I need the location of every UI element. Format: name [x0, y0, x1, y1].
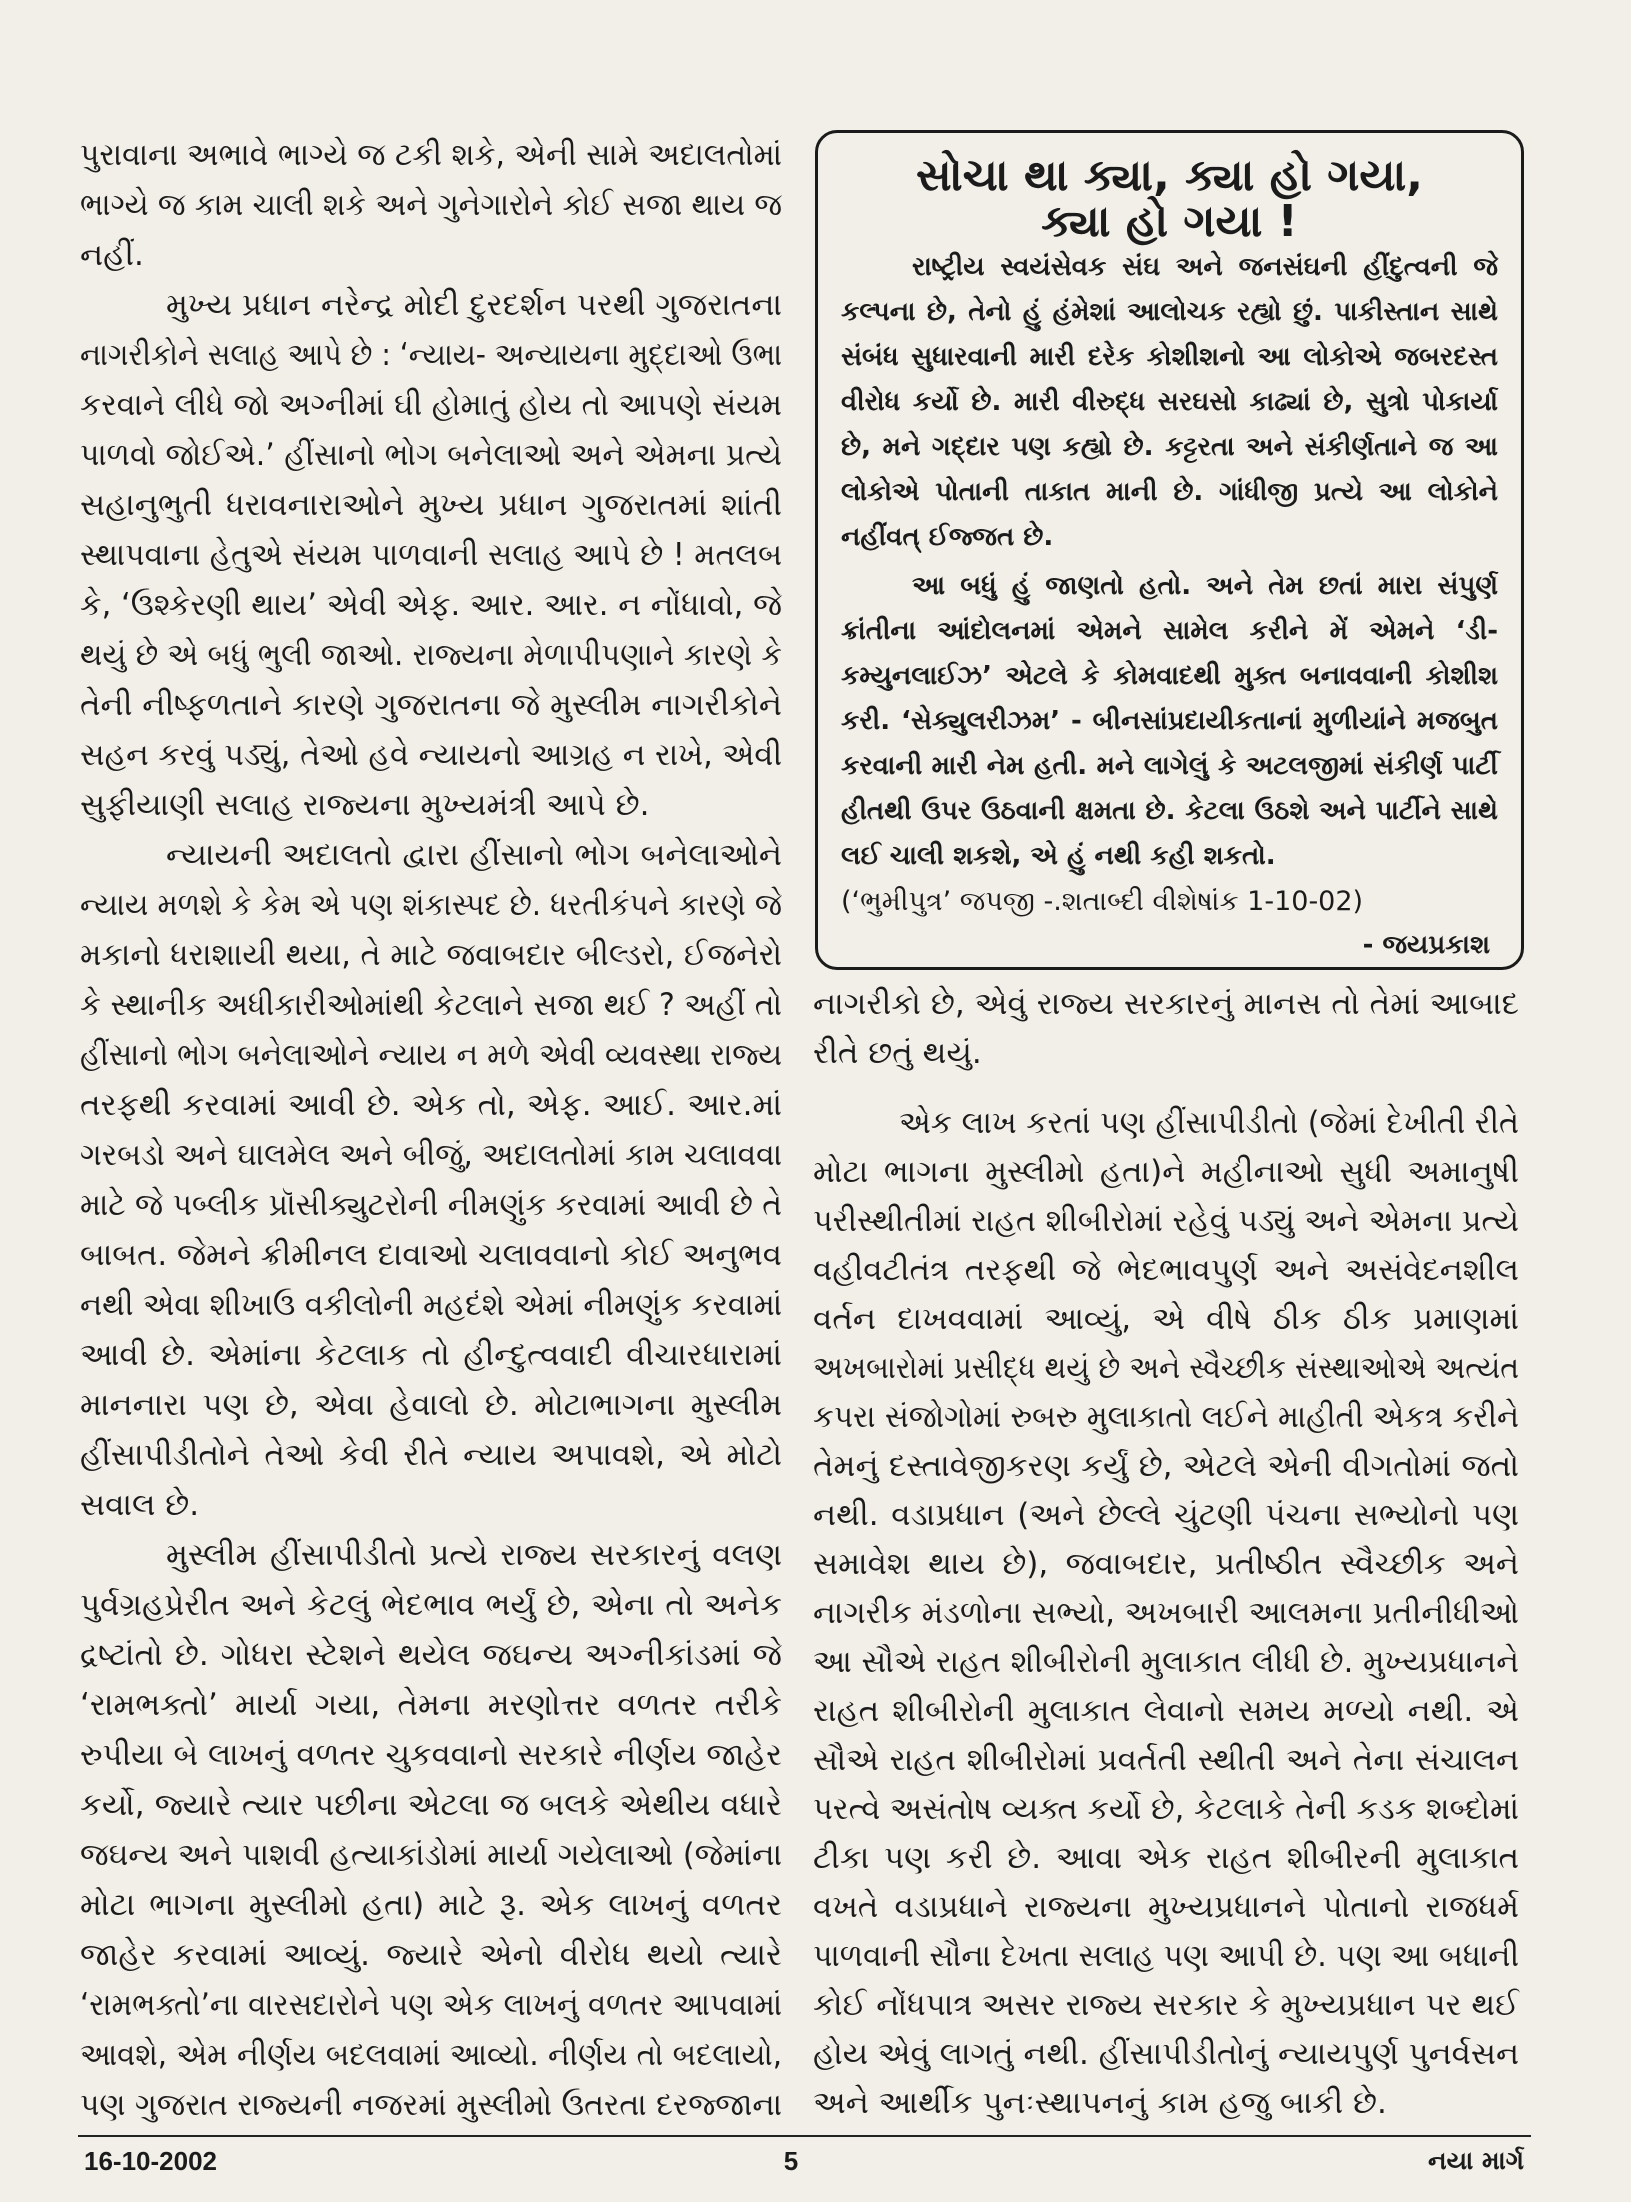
left-column	[80, 130, 782, 2130]
text-line: રાહત શીબીરોની મુલાકાત લેવાનો સમય મળ્યો નથી. એ	[813, 1693, 1519, 1729]
text-line: હીતથી ઉપર ઉઠવાની ક્ષમતા છે. કેટલા ઉઠશે અને પાર્ટીને સાથે	[841, 796, 1498, 826]
text-line: કે, ‘ઉશ્કેરણી થાય’ એવી એફ. આર. આર. ન નોંધાવો, જે	[80, 587, 782, 623]
text-line: સહાનુભુતી ધરાવનારાઓને મુખ્ય પ્રધાન ગુજરાતમાં શાંતી	[80, 487, 782, 523]
text-line: આ બધું હું જાણતો હતો. અને તેમ છતાં મારા સંપુર્ણ	[912, 571, 1498, 601]
text-line: આવી છે. એમાંના કેટલાક તો હીન્દુત્વવાદી વીચારધારામાં	[80, 1337, 782, 1373]
text-line: નાગરીકો છે, એવું રાજ્ય સરકારનું માનસ તો તેમાં આબાદ	[813, 986, 1519, 1022]
text-line: મોટા ભાગના મુસ્લીમો હતા)ને મહીનાઓ સુધી અમાનુષી	[813, 1154, 1519, 1190]
text-line: સૌએ રાહત શીબીરોમાં પ્રવર્તતી સ્થીતી અને તેના સંચાલન	[813, 1742, 1519, 1778]
text-line: કર્યો, જ્યારે ત્યાર પછીના એટલા જ બલકે એથીય વધારે	[80, 1787, 782, 1823]
quote-box	[815, 130, 1524, 970]
paragraph	[841, 245, 1498, 560]
text-line: વીરોધ કર્યો છે. મારી વીરુદ્ધ સરઘસો કાઢ્યાં છે, સુત્રો પોકાર્યા	[841, 387, 1498, 417]
text-line: છે, મને ગદ્દાર પણ કહ્યો છે. કટ્ટરતા અને સંકીર્ણતાને જ આ	[841, 432, 1498, 462]
page-number: 5	[783, 2146, 799, 2176]
text-line: પાળવો જોઈએ.’ હીંસાનો ભોગ બનેલાઓ અને એમના પ્રત્યે	[80, 437, 782, 473]
issue-date: 16-10-2002	[84, 2146, 217, 2176]
text-line: ‘રામભક્તો’ માર્યા ગયા, તેમના મરણોત્તર વળતર તરીકે	[80, 1687, 782, 1723]
text-line: મોટા ભાગના મુસ્લીમો હતા) માટે રૂ. એક લાખનું વળતર	[80, 1887, 782, 1923]
text-line: જાહેર કરવામાં આવ્યું. જ્યારે એનો વીરોધ થયો ત્યારે	[80, 1937, 782, 1973]
text-line: મુખ્ય પ્રધાન નરેન્દ્ર મોદી દુરદર્શન પરથી ગુજરાતના	[166, 287, 783, 323]
paragraph	[841, 564, 1498, 879]
text-line: રીતે છતું થયું.	[813, 1035, 982, 1071]
paragraph	[813, 980, 1519, 1078]
text-line: પુર્વગ્રહપ્રેરીત અને કેટલું ભેદભાવ ભર્યું છે, એના તો અનેક	[80, 1587, 782, 1623]
paragraph	[80, 130, 782, 280]
text-line: ભાગ્યે જ કામ ચાલી શકે અને ગુનેગારોને કોઈ સજા થાય જ	[80, 187, 782, 223]
text-line: વહીવટીતંત્ર તરફથી જે ભેદભાવપુર્ણ અને અસંવેદનશીલ	[813, 1252, 1519, 1288]
text-line: થયું છે એ બધું ભુલી જાઓ. રાજ્યના મેળાપીપણાને કારણે કે	[80, 637, 782, 673]
text-line: આવશે, એમ નીર્ણય બદલવામાં આવ્યો. નીર્ણય તો બદલાયો,	[80, 2037, 782, 2073]
paragraph	[813, 1099, 1519, 2128]
text-line: બાબત. જેમને ક્રીમીનલ દાવાઓ ચલાવવાનો કોઈ અનુભવ	[80, 1237, 782, 1273]
text-line: માટે જે પબ્લીક પ્રૉસીક્યુટરોની નીમણુંક કરવામાં આવી છે તે	[80, 1187, 782, 1223]
text-line: કરવાની મારી નેમ હતી. મને લાગેલું કે અટલજીમાં સંકીર્ણ પાર્ટી	[841, 751, 1498, 781]
text-line: તરફથી કરવામાં આવી છે. એક તો, એફ. આઈ. આર.માં	[80, 1087, 782, 1123]
text-line: પણ ગુજરાત રાજ્યની નજરમાં મુસ્લીમો ઉતરતા દરજ્જાના	[80, 2087, 782, 2123]
magazine-name: નયા માર્ગ	[1428, 2146, 1524, 2175]
text-line: નથી એવા શીખાઉ વકીલોની મહદંશે એમાં નીમણુંક કરવામાં	[80, 1287, 782, 1323]
text-line: સમાવેશ થાય છે), જવાબદાર, પ્રતીષ્ઠીત સ્વૈચ્છીક અને	[813, 1546, 1519, 1582]
text-line: હીંસાપીડીતોને તેઓ કેવી રીતે ન્યાય અપાવશે, એ મોટો	[80, 1437, 782, 1473]
text-line: રાષ્ટ્રીય સ્વયંસેવક સંઘ અને જનસંઘની હીંદુત્વની જે	[912, 252, 1498, 282]
text-line: સવાલ છે.	[80, 1487, 200, 1523]
text-line: પુરાવાના અભાવે ભાગ્યે જ ટકી શકે, એની સામે અદાલતોમાં	[80, 137, 782, 173]
paragraph	[80, 830, 782, 1530]
text-line: પરત્વે અસંતોષ વ્યક્ત કર્યો છે, કેટલાકે તેની કડક શબ્દોમાં	[813, 1791, 1519, 1827]
text-line: પરીસ્થીતીમાં રાહત શીબીરોમાં રહેવું પડ્યું અને એમના પ્રત્યે	[813, 1203, 1519, 1239]
text-line: હોય એવું લાગતું નથી. હીંસાપીડીતોનું ન્યાયપુર્ણ પુનર્વસન	[813, 2036, 1519, 2072]
text-line: તેમનું દસ્તાવેજીકરણ કર્યું છે, એટલે એની વીગતોમાં જતો	[813, 1448, 1519, 1484]
text-line: વર્તન દાખવવામાં આવ્યું, એ વીષે ઠીક ઠીક પ્રમાણમાં	[813, 1301, 1519, 1337]
text-line: નહીં.	[80, 237, 144, 273]
text-line: લઈ ચાલી શકશે, એ હું નથી કહી શકતો.	[841, 841, 1276, 871]
text-line: કરવાને લીધે જો અગ્નીમાં ઘી હોમાતું હોય તો આપણે સંયમ	[80, 387, 782, 423]
paragraph	[80, 280, 782, 830]
text-line: ‘રામભક્તો’ના વારસદારોને પણ એક લાખનું વળતર આપવામાં	[80, 1987, 782, 2023]
text-line: મુસ્લીમ હીંસાપીડીતો પ્રત્યે રાજ્ય સરકારનું વલણ	[166, 1537, 782, 1573]
quote-author: - જયપ્રકાશ	[1362, 930, 1490, 960]
text-line: સહન કરવું પડ્યું, તેઓ હવે ન્યાયનો આગ્રહ ન રાખે, એવી	[80, 737, 782, 773]
text-line: લોકોએ પોતાની તાકાત માની છે. ગાંધીજી પ્રત્યે આ લોકોને	[841, 477, 1498, 507]
quote-title-line: સોચા થા ક્યા, ક્યા હો ગયા,	[916, 150, 1423, 201]
text-line: રુપીયા બે લાખનું વળતર ચુકવવાનો સરકારે નીર્ણય જાહેર	[80, 1737, 782, 1773]
quote-title	[841, 150, 1498, 247]
text-line: દ્રષ્ટાંતો છે. ગોધરા સ્ટેશને થયેલ જઘન્ય અગ્નીકાંડમાં જે	[80, 1637, 782, 1673]
text-line: અખબારોમાં પ્રસીદ્ધ થયું છે અને સ્વૈચ્છીક સંસ્થાઓએ અત્યંત	[813, 1350, 1519, 1386]
text-line: આ સૌએ રાહત શીબીરોની મુલાકાત લીધી છે. મુખ્યપ્રધાનને	[813, 1644, 1519, 1680]
text-line: ટીકા પણ કરી છે. આવા એક રાહત શીબીરની મુલાકાત	[813, 1840, 1519, 1876]
footer-rule	[78, 2135, 1531, 2137]
text-line: કોઈ નોંધપાત્ર અસર રાજ્ય સરકાર કે મુખ્યપ્રધાન પર થઈ	[813, 1987, 1519, 2023]
text-line: ન્યાય મળશે કે કેમ એ પણ શંકાસ્પદ છે. ધરતીકંપને કારણે જે	[80, 887, 782, 923]
text-line: અને આર્થીક પુનઃસ્થાપનનું કામ હજુ બાકી છે.	[813, 2085, 1387, 2121]
text-line: પાળવાની સૌના દેખતા સલાહ પણ આપી છે. પણ આ બધાની	[813, 1938, 1519, 1974]
paragraph	[80, 1530, 782, 2130]
text-line: વખતે વડાપ્રધાને રાજ્યના મુખ્યપ્રધાનને પોતાનો રાજધર્મ	[813, 1889, 1519, 1925]
text-line: ક્રાંતીના આંદોલનમાં એમને સામેલ કરીને મેં એમને ‘ડી-	[841, 616, 1498, 646]
text-line: નાગરીકોને સલાહ આપે છે : ‘ન્યાય- અન્યાયના મુદ્દાઓ ઉભા	[80, 337, 782, 373]
text-line: મકાનો ધરાશાયી થયા, તે માટે જવાબદાર બીલ્ડરો, ઈજનેરો	[80, 937, 782, 973]
text-line: જઘન્ય અને પાશવી હત્યાકાંડોમાં માર્યા ગયેલાઓ (જેમાંના	[80, 1837, 782, 1873]
text-line: સ્થાપવાના હેતુએ સંયમ પાળવાની સલાહ આપે છે ! મતલબ	[80, 537, 782, 573]
text-line: કરી. ‘સેક્યુલરીઝમ’ - બીનસાંપ્રદાયીકતાનાં મુળીયાંને મજબુત	[841, 706, 1498, 736]
text-line: કપરા સંજોગોમાં રુબરુ મુલાકાતો લઈને માહીતી એકત્ર કરીને	[813, 1399, 1519, 1435]
text-line: સુફીયાણી સલાહ રાજ્યના મુખ્યમંત્રી આપે છે.	[80, 787, 650, 823]
text-line: એક લાખ કરતાં પણ હીંસાપીડીતો (જેમાં દેખીતી રીતે	[899, 1105, 1519, 1141]
text-line: નથી. વડાપ્રધાન (અને છેલ્લે ચુંટણી પંચના સભ્યોનો પણ	[813, 1497, 1519, 1533]
text-line: નહીંવત્ ઈજ્જત છે.	[841, 522, 1054, 552]
text-line: કે સ્થાનીક અધીકારીઓમાંથી કેટલાને સજા થઈ ? અહીં તો	[80, 987, 782, 1023]
quote-title-line: ક્યા હો ગયા !	[1041, 196, 1298, 247]
text-line: કલ્પના છે, તેનો હું હંમેશાં આલોચક રહ્યો છું. પાકીસ્તાન સાથે	[841, 297, 1498, 327]
text-line: કમ્યુનલાઈઝ’ એટલે કે કોમવાદથી મુક્ત બનાવવાની કોશીશ	[841, 661, 1498, 691]
text-line: ન્યાયની અદાલતો દ્વારા હીંસાનો ભોગ બનેલાઓને	[166, 837, 782, 873]
text-line: તેની નીષ્ફળતાને કારણે ગુજરાતના જે મુસ્લીમ નાગરીકોને	[80, 687, 782, 723]
text-line: સંબંધ સુધારવાની મારી દરેક કોશીશનો આ લોકોએ જબરદસ્ત	[841, 342, 1498, 372]
text-line: ગરબડો અને ઘાલમેલ અને બીજું, અદાલતોમાં કામ ચલાવવા	[80, 1137, 782, 1173]
right-column	[813, 980, 1519, 2128]
text-line: હીંસાનો ભોગ બનેલાઓને ન્યાય ન મળે એવી વ્યવસ્થા રાજ્ય	[80, 1037, 782, 1073]
quote-source: (‘ભુમીપુત્ર’ જપજી -.શતાબ્દી વીશેષાંક 1-10-02)	[841, 886, 1364, 917]
text-line: નાગરીક મંડળોના સભ્યો, અખબારી આલમના પ્રતીનીધીઓ	[813, 1595, 1519, 1631]
text-line: માનનારા પણ છે, એવા હેવાલો છે. મોટાભાગના મુસ્લીમ	[80, 1387, 782, 1423]
quote-body	[841, 245, 1498, 879]
